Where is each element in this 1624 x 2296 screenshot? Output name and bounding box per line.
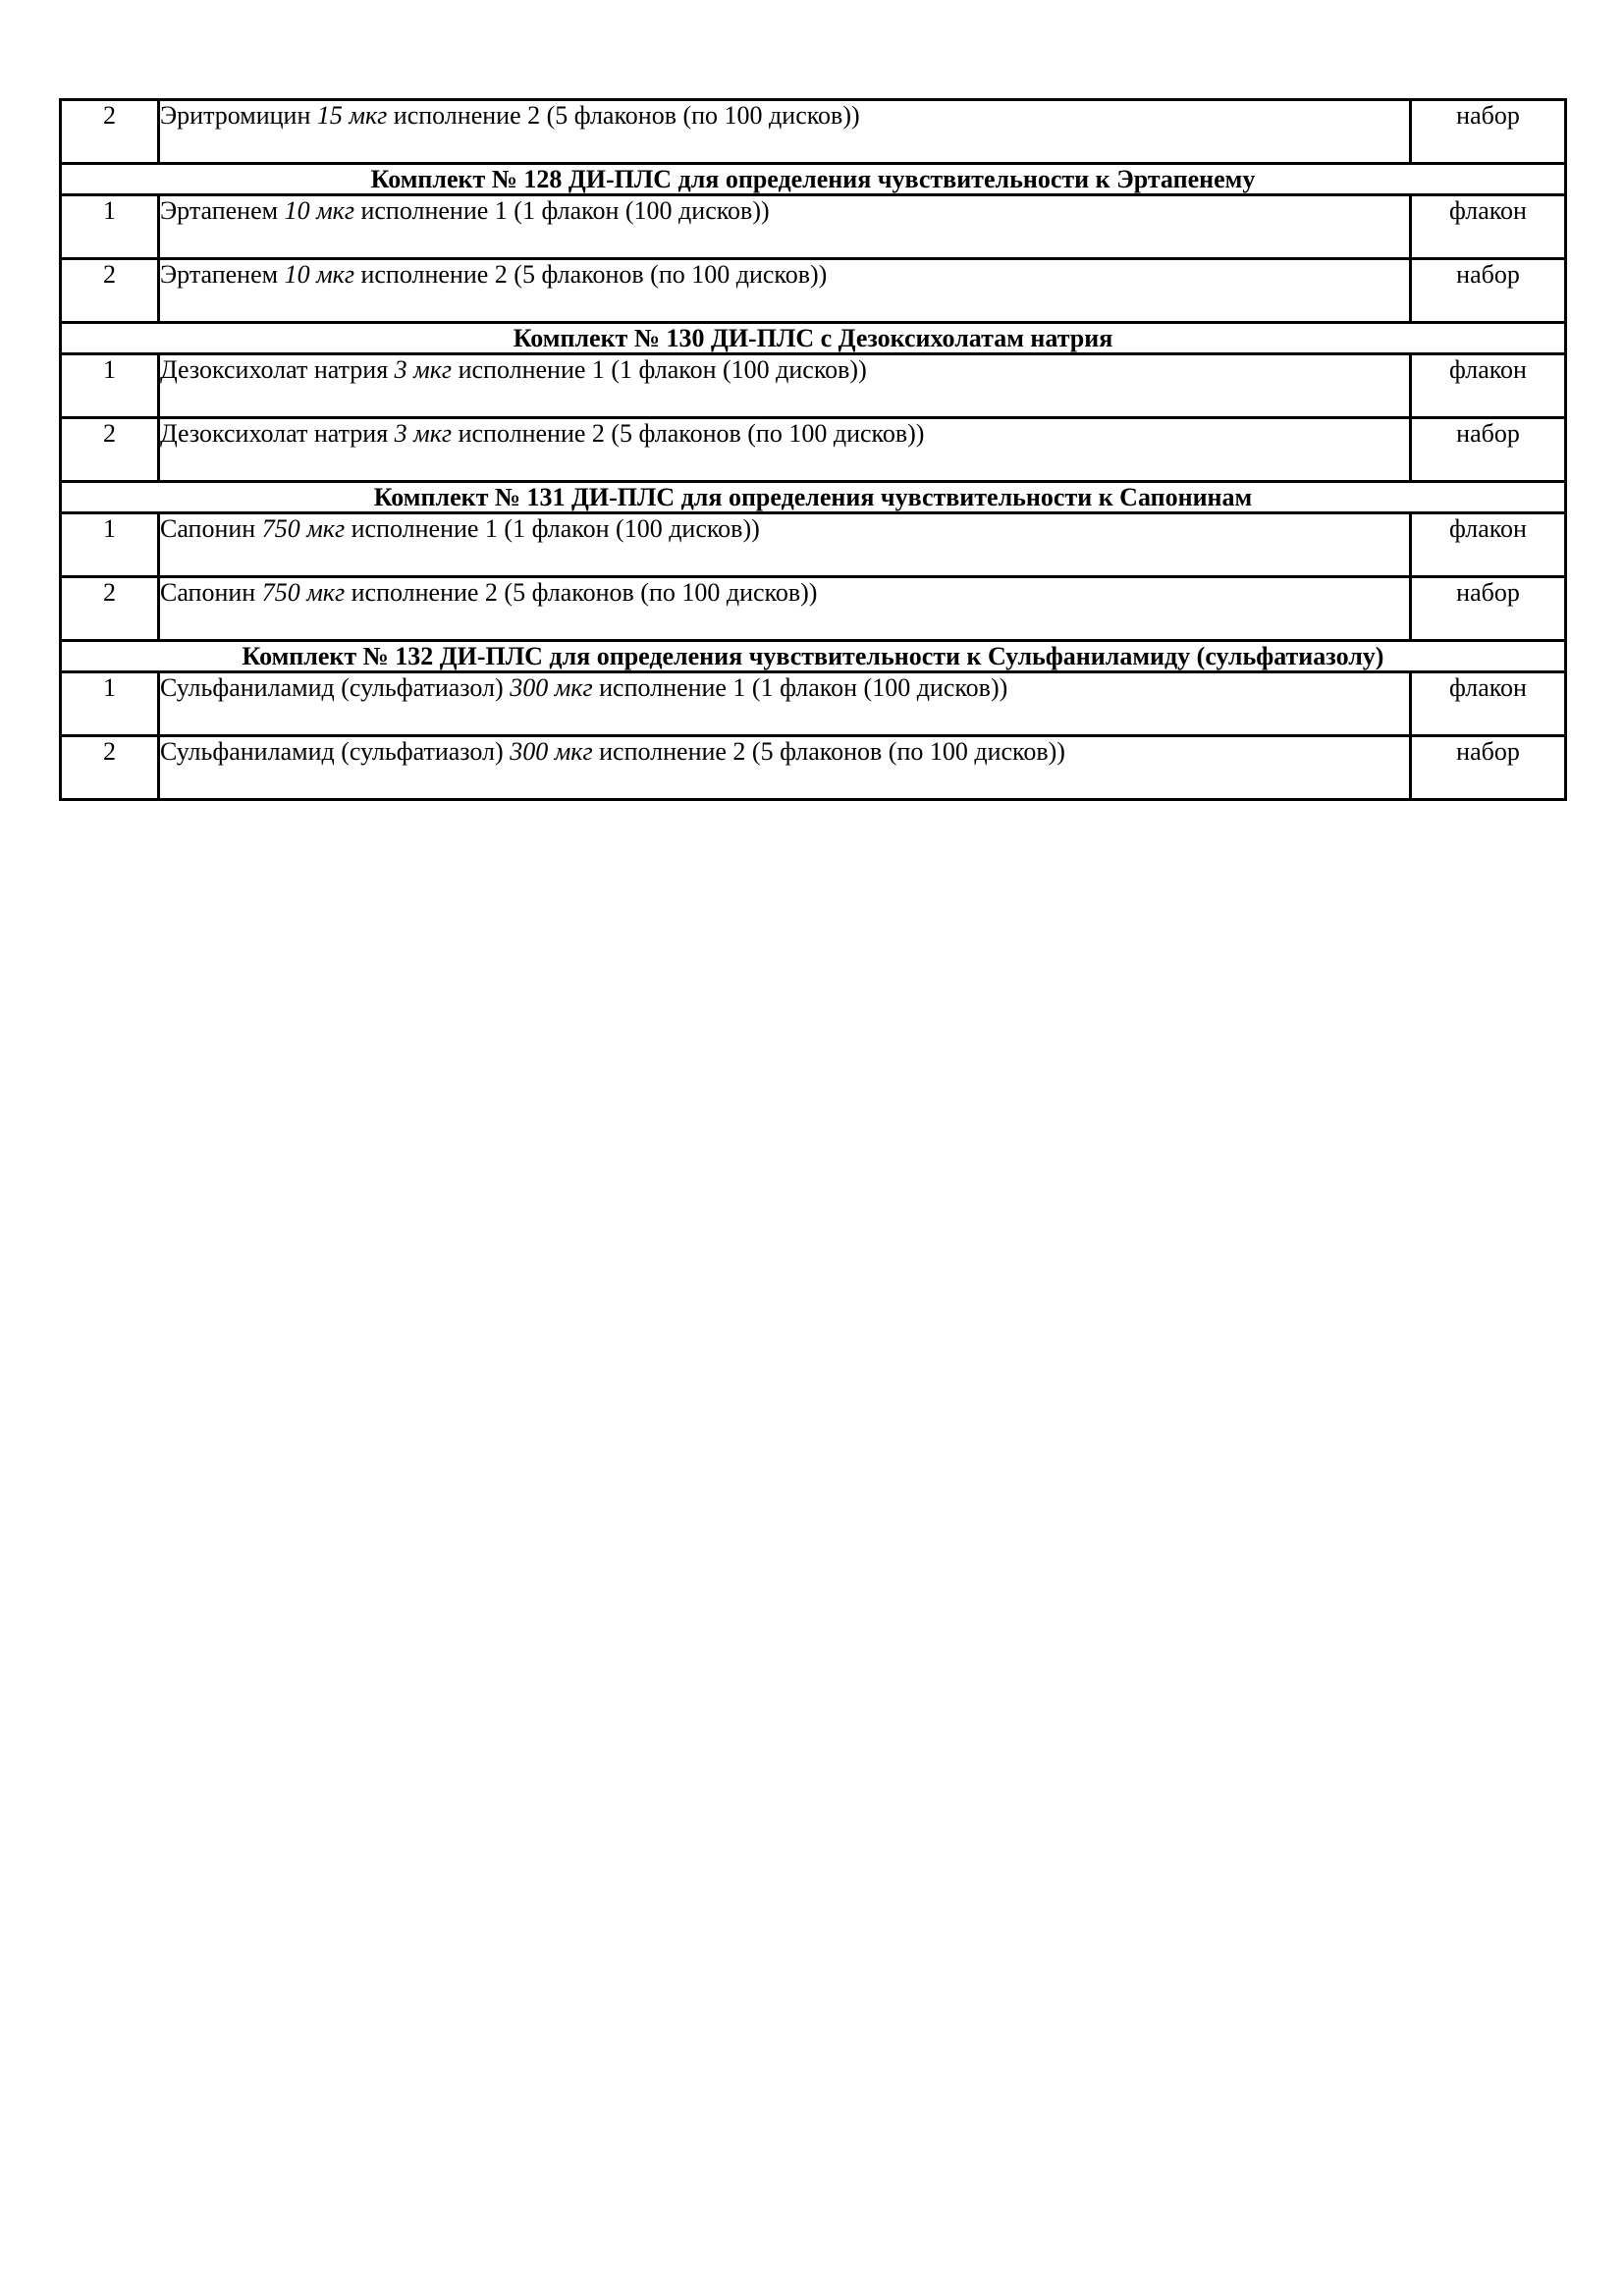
item-unit: набор [1411,736,1566,800]
item-unit: набор [1411,418,1566,482]
group-header-row [61,323,1566,354]
item-name-suffix: исполнение 1 (1 флакон (100 дисков)) [353,196,770,225]
item-unit: флакон [1411,195,1566,259]
group-title: Комплект № 132 ДИ-ПЛС для определения чувствительности к Сульфаниламиду (сульфатиазолу) [61,641,1566,672]
item-unit: набор [1411,100,1566,164]
item-name [159,195,1411,259]
row-number: 1 [61,672,159,736]
table-row [61,672,1566,736]
item-dose: 10 мкг [284,260,354,289]
item-dose: 750 мкг [261,578,346,607]
group-header-row [61,482,1566,513]
item-dose: 3 мкг [394,355,453,384]
item-name-prefix: Эритромицин [160,101,317,130]
row-number: 2 [61,736,159,800]
item-name [159,577,1411,641]
item-name-suffix: исполнение 1 (1 флакон (100 дисков)) [452,355,867,384]
item-unit: набор [1411,577,1566,641]
table-row [61,259,1566,323]
product-table-body [61,100,1566,800]
group-header-row [61,164,1566,195]
item-dose: 3 мкг [394,419,453,448]
row-number: 1 [61,513,159,577]
table-row [61,513,1566,577]
row-number: 2 [61,100,159,164]
group-title: Комплект № 130 ДИ-ПЛС с Дезоксихолатам натрия [61,323,1566,354]
item-name-prefix: Сульфаниламид (сульфатиазол) [160,737,511,766]
item-name [159,354,1411,418]
item-name-suffix: исполнение 2 (5 флаконов (по 100 дисков)) [452,419,925,448]
item-dose: 300 мкг [510,737,593,766]
item-name-suffix: исполнение 1 (1 флакон (100 дисков)) [345,514,760,543]
item-name-prefix: Сапонин [160,514,262,543]
item-name [159,100,1411,164]
item-name-prefix: Сапонин [160,578,262,607]
group-title: Комплект № 131 ДИ-ПЛС для определения чувствительности к Сапонинам [61,482,1566,513]
item-name-prefix: Эртапенем [160,196,285,225]
item-dose: 10 мкг [284,196,354,225]
table-row [61,577,1566,641]
item-name-prefix: Дезоксихолат натрия [160,355,395,384]
row-number: 1 [61,354,159,418]
item-name-prefix: Дезоксихолат натрия [160,419,395,448]
item-name-suffix: исполнение 1 (1 флакон (100 дисков)) [592,673,1008,702]
item-name-prefix: Эртапенем [160,260,285,289]
table-row [61,100,1566,164]
item-unit: флакон [1411,513,1566,577]
row-number: 1 [61,195,159,259]
item-dose: 15 мкг [316,101,388,130]
item-name-suffix: исполнение 2 (5 флаконов (по 100 дисков)) [345,578,818,607]
table-row [61,736,1566,800]
item-name-suffix: исполнение 2 (5 флаконов (по 100 дисков)) [353,260,828,289]
item-name [159,672,1411,736]
item-unit: флакон [1411,672,1566,736]
item-name-suffix: исполнение 2 (5 флаконов (по 100 дисков)) [592,737,1065,766]
item-name [159,418,1411,482]
product-table [59,98,1567,801]
item-dose: 300 мкг [510,673,593,702]
row-number: 2 [61,577,159,641]
row-number: 2 [61,259,159,323]
table-row [61,195,1566,259]
item-dose: 750 мкг [261,514,346,543]
group-title: Комплект № 128 ДИ-ПЛС для определения чувствительности к Эртапенему [61,164,1566,195]
table-row [61,354,1566,418]
item-name [159,259,1411,323]
table-row [61,418,1566,482]
group-header-row [61,641,1566,672]
item-unit: набор [1411,259,1566,323]
item-name [159,736,1411,800]
item-name-prefix: Сульфаниламид (сульфатиазол) [160,673,511,702]
row-number: 2 [61,418,159,482]
item-name [159,513,1411,577]
item-name-suffix: исполнение 2 (5 флаконов (по 100 дисков)) [387,101,860,130]
item-unit: флакон [1411,354,1566,418]
